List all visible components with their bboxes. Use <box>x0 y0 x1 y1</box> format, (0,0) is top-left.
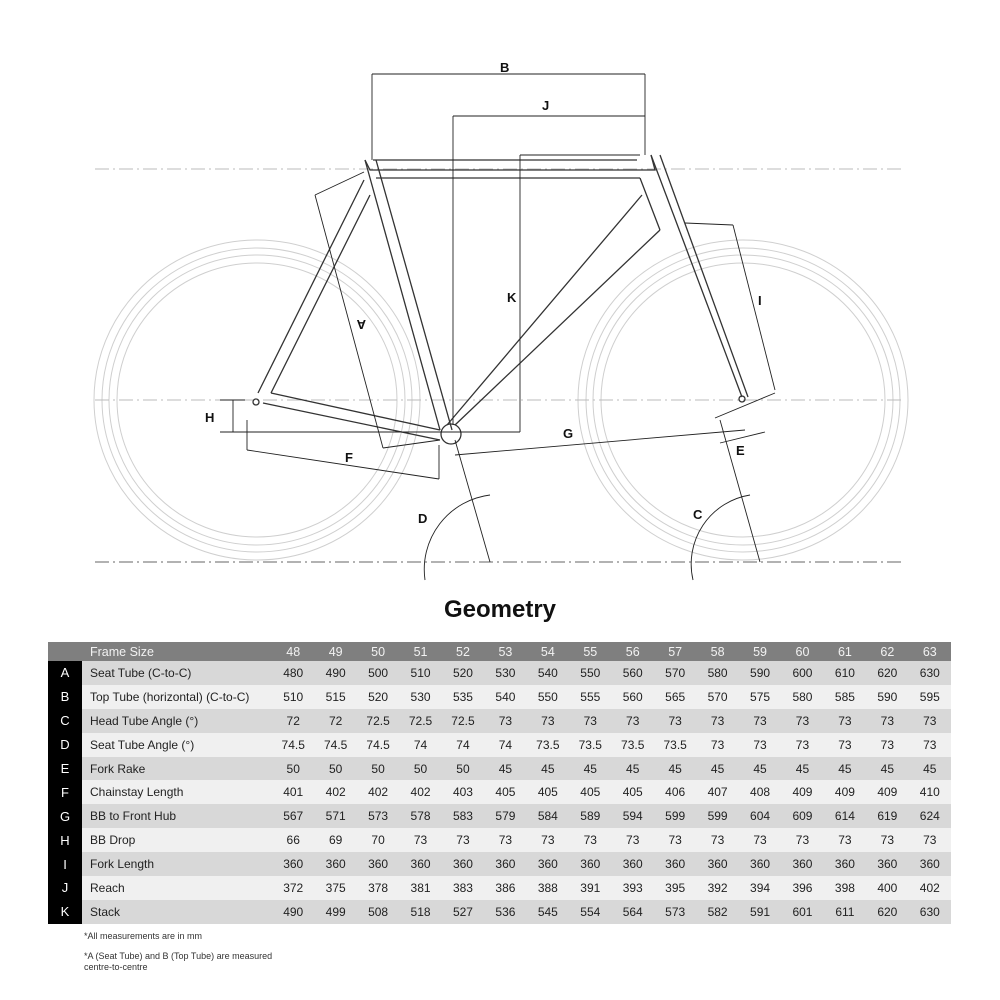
table-cell: 360 <box>272 852 314 876</box>
row-label: Fork Length <box>82 852 272 876</box>
table-cell: 74 <box>442 733 484 757</box>
table-cell: 73 <box>696 733 738 757</box>
size-col: 60 <box>795 644 810 659</box>
table-cell: 73 <box>824 733 866 757</box>
table-cell: 630 <box>909 661 951 685</box>
table-cell: 589 <box>569 804 611 828</box>
table-cell: 73 <box>866 709 908 733</box>
size-col: 56 <box>625 644 640 659</box>
table-cell: 74.5 <box>314 733 356 757</box>
table-cell: 600 <box>781 661 823 685</box>
table-cell: 394 <box>739 876 781 900</box>
table-row <box>48 757 951 781</box>
row-label: Reach <box>82 876 272 900</box>
table-cell: 74.5 <box>357 733 399 757</box>
table-cell: 624 <box>909 804 951 828</box>
table-cell: 74 <box>484 733 526 757</box>
table-cell: 536 <box>484 900 526 924</box>
table-cell: 73 <box>399 828 441 852</box>
table-cell: 73 <box>696 828 738 852</box>
table-cell: 398 <box>824 876 866 900</box>
table-cell: 594 <box>612 804 654 828</box>
size-col: 48 <box>286 644 301 659</box>
table-cell: 73 <box>484 828 526 852</box>
table-cell: 402 <box>399 780 441 804</box>
table-cell: 360 <box>442 852 484 876</box>
table-cell: 510 <box>272 685 314 709</box>
table-cell: 360 <box>399 852 441 876</box>
table-cell: 540 <box>527 661 569 685</box>
table-cell: 372 <box>272 876 314 900</box>
table-cell: 401 <box>272 780 314 804</box>
table-cell: 72.5 <box>357 709 399 733</box>
table-cell: 73 <box>866 828 908 852</box>
dim-label-j: J <box>542 98 550 113</box>
table-row <box>48 852 951 876</box>
table-cell: 45 <box>527 757 569 781</box>
row-label: Seat Tube (C-to-C) <box>82 661 272 685</box>
table-row <box>48 685 951 709</box>
table-cell: 510 <box>399 661 441 685</box>
table-cell: 50 <box>399 757 441 781</box>
table-cell: 402 <box>357 780 399 804</box>
table-cell: 405 <box>569 780 611 804</box>
dimension-lines <box>220 74 775 580</box>
table-cell: 567 <box>272 804 314 828</box>
table-cell: 520 <box>357 685 399 709</box>
table-cell: 360 <box>654 852 696 876</box>
size-col: 58 <box>710 644 725 659</box>
table-cell: 560 <box>612 661 654 685</box>
table-cell: 360 <box>527 852 569 876</box>
table-cell: 555 <box>569 685 611 709</box>
table-cell: 530 <box>484 661 526 685</box>
table-cell: 518 <box>399 900 441 924</box>
table-cell: 515 <box>314 685 356 709</box>
row-label: BB Drop <box>82 828 272 852</box>
table-cell: 50 <box>442 757 484 781</box>
table-cell: 405 <box>612 780 654 804</box>
table-cell: 360 <box>612 852 654 876</box>
table-cell: 595 <box>909 685 951 709</box>
row-label: Stack <box>82 900 272 924</box>
table-cell: 550 <box>569 661 611 685</box>
table-cell: 620 <box>866 661 908 685</box>
table-cell: 73 <box>569 709 611 733</box>
table-cell: 573 <box>357 804 399 828</box>
note-centre-to-centre: *A (Seat Tube) and B (Top Tube) are measured centre-to-centre <box>84 951 273 972</box>
dim-label-e: E <box>736 443 745 458</box>
table-cell: 392 <box>696 876 738 900</box>
table-cell: 45 <box>569 757 611 781</box>
table-cell: 571 <box>314 804 356 828</box>
table-cell: 570 <box>654 661 696 685</box>
table-cell: 386 <box>484 876 526 900</box>
page-title: Geometry <box>443 596 557 623</box>
table-cell: 409 <box>824 780 866 804</box>
table-cell: 611 <box>824 900 866 924</box>
table-cell: 66 <box>272 828 314 852</box>
table-cell: 402 <box>314 780 356 804</box>
table-cell: 520 <box>442 661 484 685</box>
table-cell: 490 <box>272 900 314 924</box>
table-cell: 590 <box>866 685 908 709</box>
table-cell: 72 <box>314 709 356 733</box>
size-col: 55 <box>583 644 598 659</box>
table-cell: 73 <box>739 828 781 852</box>
table-row <box>48 900 951 924</box>
table-cell: 583 <box>442 804 484 828</box>
table-cell: 599 <box>654 804 696 828</box>
table-cell: 393 <box>612 876 654 900</box>
table-cell: 535 <box>442 685 484 709</box>
table-cell: 480 <box>272 661 314 685</box>
table-cell: 609 <box>781 804 823 828</box>
table-cell: 360 <box>357 852 399 876</box>
table-cell: 70 <box>357 828 399 852</box>
table-cell: 570 <box>696 685 738 709</box>
table-cell: 50 <box>314 757 356 781</box>
row-label: Fork Rake <box>82 757 272 781</box>
table-cell: 73 <box>909 709 951 733</box>
table-cell: 614 <box>824 804 866 828</box>
table-cell: 408 <box>739 780 781 804</box>
table-cell: 585 <box>824 685 866 709</box>
table-cell: 410 <box>909 780 951 804</box>
frame <box>253 155 748 444</box>
row-letter: E <box>48 757 82 781</box>
header-frame-size: Frame Size <box>90 644 154 659</box>
size-col: 63 <box>922 644 937 659</box>
table-cell: 73 <box>654 828 696 852</box>
table-cell: 73 <box>442 828 484 852</box>
note-units: *All measurements are in mm <box>84 931 203 941</box>
size-col: 51 <box>413 644 428 659</box>
table-cell: 50 <box>272 757 314 781</box>
table-cell: 564 <box>612 900 654 924</box>
header-blank <box>48 642 82 661</box>
dim-label-d: D <box>418 511 428 526</box>
table-cell: 73 <box>909 733 951 757</box>
table-cell: 45 <box>909 757 951 781</box>
row-letter: J <box>48 876 82 900</box>
size-col: 54 <box>540 644 555 659</box>
dim-label-i: I <box>758 293 762 308</box>
table-cell: 45 <box>696 757 738 781</box>
table-cell: 580 <box>781 685 823 709</box>
table-cell: 530 <box>399 685 441 709</box>
table-cell: 550 <box>527 685 569 709</box>
table-cell: 73.5 <box>569 733 611 757</box>
table-row <box>48 709 951 733</box>
table-cell: 391 <box>569 876 611 900</box>
table-cell: 383 <box>442 876 484 900</box>
dim-label-c: C <box>693 507 703 522</box>
table-cell: 554 <box>569 900 611 924</box>
table-row <box>48 661 951 685</box>
table-cell: 591 <box>739 900 781 924</box>
size-col: 52 <box>456 644 470 659</box>
table-cell: 73.5 <box>612 733 654 757</box>
table-cell: 395 <box>654 876 696 900</box>
table-header-row <box>48 642 951 661</box>
table-cell: 73 <box>569 828 611 852</box>
table-cell: 375 <box>314 876 356 900</box>
row-letter: A <box>48 661 82 685</box>
dim-label-f: F <box>345 450 353 465</box>
size-col: 62 <box>880 644 895 659</box>
table-cell: 45 <box>739 757 781 781</box>
table-cell: 490 <box>314 661 356 685</box>
table-cell: 73 <box>781 828 823 852</box>
table-cell: 388 <box>527 876 569 900</box>
table-cell: 575 <box>739 685 781 709</box>
table-cell: 378 <box>357 876 399 900</box>
table-cell: 73 <box>527 709 569 733</box>
table-cell: 360 <box>781 852 823 876</box>
table-cell: 73 <box>696 709 738 733</box>
table-cell: 409 <box>781 780 823 804</box>
table-cell: 360 <box>569 852 611 876</box>
table-cell: 400 <box>866 876 908 900</box>
table-cell: 582 <box>696 900 738 924</box>
table-cell: 360 <box>739 852 781 876</box>
table-cell: 73 <box>654 709 696 733</box>
row-letter: I <box>48 852 82 876</box>
table-cell: 500 <box>357 661 399 685</box>
table-cell: 72.5 <box>399 709 441 733</box>
row-letter: H <box>48 828 82 852</box>
table-cell: 45 <box>781 757 823 781</box>
table-cell: 405 <box>484 780 526 804</box>
table-cell: 73 <box>484 709 526 733</box>
table-row <box>48 804 951 828</box>
table-cell: 73 <box>739 733 781 757</box>
table-cell: 73 <box>781 709 823 733</box>
table-cell: 360 <box>696 852 738 876</box>
geometry-table <box>48 642 951 924</box>
table-cell: 579 <box>484 804 526 828</box>
size-col: 49 <box>328 644 343 659</box>
table-cell: 72.5 <box>442 709 484 733</box>
size-col: 50 <box>371 644 386 659</box>
table-cell: 499 <box>314 900 356 924</box>
dim-label-g: G <box>563 426 574 441</box>
table-cell: 590 <box>739 661 781 685</box>
table-row <box>48 780 951 804</box>
row-label: Top Tube (horizontal) (C-to-C) <box>82 685 272 709</box>
table-cell: 45 <box>612 757 654 781</box>
table-cell: 73 <box>612 709 654 733</box>
table-cell: 73 <box>781 733 823 757</box>
table-cell: 620 <box>866 900 908 924</box>
table-cell: 360 <box>314 852 356 876</box>
dim-label-h: H <box>205 410 215 425</box>
table-cell: 50 <box>357 757 399 781</box>
table-cell: 396 <box>781 876 823 900</box>
table-cell: 580 <box>696 661 738 685</box>
table-cell: 403 <box>442 780 484 804</box>
table-cell: 545 <box>527 900 569 924</box>
table-cell: 360 <box>484 852 526 876</box>
table-cell: 599 <box>696 804 738 828</box>
row-label: Head Tube Angle (°) <box>82 709 272 733</box>
dim-label-a: A <box>356 317 366 332</box>
table-cell: 73 <box>527 828 569 852</box>
table-cell: 72 <box>272 709 314 733</box>
table-cell: 73 <box>909 828 951 852</box>
table-cell: 73 <box>612 828 654 852</box>
table-cell: 381 <box>399 876 441 900</box>
table-cell: 73 <box>824 828 866 852</box>
table-cell: 73.5 <box>527 733 569 757</box>
table-cell: 45 <box>824 757 866 781</box>
table-cell: 69 <box>314 828 356 852</box>
table-cell: 360 <box>824 852 866 876</box>
table-cell: 405 <box>527 780 569 804</box>
table-cell: 540 <box>484 685 526 709</box>
table-cell: 604 <box>739 804 781 828</box>
row-letter: F <box>48 780 82 804</box>
size-col: 61 <box>837 644 852 659</box>
table-cell: 45 <box>484 757 526 781</box>
table-cell: 73 <box>739 709 781 733</box>
table-cell: 508 <box>357 900 399 924</box>
table-cell: 619 <box>866 804 908 828</box>
table-cell: 560 <box>612 685 654 709</box>
table-cell: 45 <box>654 757 696 781</box>
table-cell: 402 <box>909 876 951 900</box>
row-label: BB to Front Hub <box>82 804 272 828</box>
table-cell: 360 <box>909 852 951 876</box>
dim-label-k: K <box>507 290 517 305</box>
row-letter: G <box>48 804 82 828</box>
table-row <box>48 733 951 757</box>
table-cell: 565 <box>654 685 696 709</box>
table-cell: 630 <box>909 900 951 924</box>
centerlines <box>95 169 905 562</box>
table-cell: 360 <box>866 852 908 876</box>
size-col: 59 <box>753 644 767 659</box>
size-col: 57 <box>668 644 683 659</box>
table-cell: 610 <box>824 661 866 685</box>
size-col: 53 <box>498 644 513 659</box>
table-cell: 601 <box>781 900 823 924</box>
row-letter: C <box>48 709 82 733</box>
table-cell: 584 <box>527 804 569 828</box>
table-cell: 573 <box>654 900 696 924</box>
table-cell: 73.5 <box>654 733 696 757</box>
table-cell: 578 <box>399 804 441 828</box>
table-cell: 407 <box>696 780 738 804</box>
table-row <box>48 828 951 852</box>
table-cell: 527 <box>442 900 484 924</box>
table-cell: 74 <box>399 733 441 757</box>
table-cell: 74.5 <box>272 733 314 757</box>
row-label: Chainstay Length <box>82 780 272 804</box>
table-cell: 406 <box>654 780 696 804</box>
row-letter: D <box>48 733 82 757</box>
table-cell: 73 <box>824 709 866 733</box>
row-letter: B <box>48 685 82 709</box>
row-letter: K <box>48 900 82 924</box>
table-cell: 409 <box>866 780 908 804</box>
table-cell: 73 <box>866 733 908 757</box>
row-label: Seat Tube Angle (°) <box>82 733 272 757</box>
dim-label-b: B <box>500 60 510 75</box>
table-row <box>48 876 951 900</box>
table-cell: 45 <box>866 757 908 781</box>
